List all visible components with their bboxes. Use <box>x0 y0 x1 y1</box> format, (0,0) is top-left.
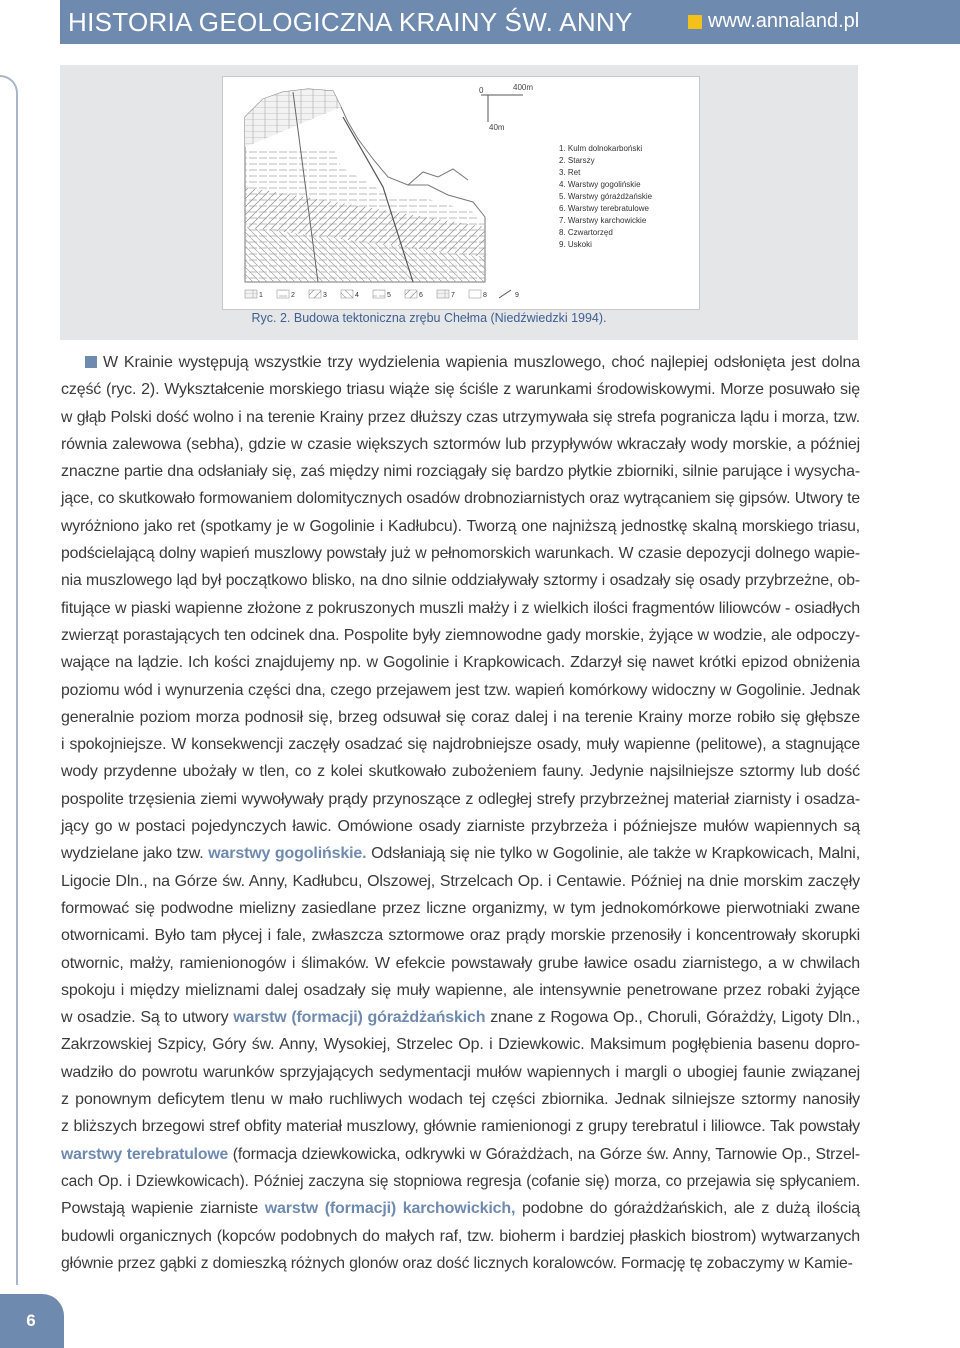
text-run: i spokojniejsze. W konsekwencji zaczęły osadzać się najdrobniejsze osady, muły wapienne (pelitowe), a stagnujące <box>61 736 860 754</box>
text-line <box>61 840 860 867</box>
text-line <box>61 404 860 431</box>
text-line <box>61 950 860 977</box>
page-number: 6 <box>26 1311 36 1330</box>
text-line <box>61 1031 860 1058</box>
scale-zero: 0 <box>479 86 484 95</box>
header-square-icon <box>688 15 702 29</box>
section-layers <box>245 89 485 282</box>
text-run: generalnie poziom morza podnosił się, brzeg odsuwał się coraz dalej i na terenie Krainy morze robiło się głębsze <box>61 708 860 726</box>
text-run: wyróżniono jako ret (spotkamy je w Gogolinie i Kadłubcu). Tworzą one najniższą jednostkę skalną morskiego triasu, <box>61 517 860 535</box>
text-run: poziomu wód i wynurzenia części dna, czego przejawem jest tzw. wapień komórkowy widoczny w Gogolinie. Jednak <box>61 681 860 699</box>
text-run: W Krainie występują wszystkie trzy wydzielenia wapienia muszlowego, choć najlepiej odsłonięta jest dolna <box>103 354 860 371</box>
text-run: równia zalewowa (sebha), gdzie w czasie większych sztormów lub przypływów wkraczały wody morskie, a później <box>61 435 860 453</box>
text-line <box>61 513 860 540</box>
text-run: pospolite trzęsienia ziemi wywoływały prądy przynoszące z odległej strefy przybrzeżnej materiał ziarnisty i osadza- <box>61 790 860 808</box>
margin-frame <box>0 75 18 1285</box>
text-run: wające na lądzie. Ich kości znajdujemy np. w Gogolinie i Krapkowicach. Zdarzył się nawet krótki epizod obniżenia <box>61 654 860 672</box>
text-line <box>61 786 860 813</box>
legend-item: 3. Ret <box>559 168 581 177</box>
key-number: 7 <box>451 292 455 299</box>
text-line <box>61 540 860 567</box>
text-run: w osadzie. Są to utwory <box>61 1009 234 1027</box>
header-url[interactable]: www.annaland.pl <box>708 10 860 32</box>
text-run: podścielającą dolny wapień muszlowy powstały już w pełnomorskich warunkach. W czasie depozycji dolnego wapie- <box>61 545 860 563</box>
key-number: 2 <box>291 292 295 299</box>
text-line <box>61 349 860 376</box>
highlighted-term: warstwy terebratulowe <box>61 1145 229 1163</box>
legend-item: 9. Uskoki <box>559 240 592 249</box>
key-number: 4 <box>355 292 359 299</box>
text-line <box>61 567 860 594</box>
text-run: formować się podwodne mielizny zasiedlane przez liczne organizmy, w tym jednokomórkowe pierwotniaki zwane <box>61 899 860 917</box>
text-line <box>61 731 860 758</box>
text-line <box>61 1195 860 1222</box>
text-run: budowli organicznych (kopców podobnych do małych raf, tzw. bioherm i bardziej płaskich biostrom) wytwarzanych <box>61 1227 860 1245</box>
key-number: 9 <box>515 292 519 299</box>
text-run: znane z Rogowa Op., Choruli, Górażdży, Ligoty Dln., <box>485 1009 860 1027</box>
text-run: z bliższych brzegowi stref obfity materiał muszlowy, głównie ramienionogi z grupy terebratul i liliowce. Tak powstały <box>61 1118 860 1136</box>
text-line <box>61 376 860 403</box>
text-line <box>61 1168 860 1195</box>
text-line <box>61 1223 860 1250</box>
text-run: podobne do górażdżańskich, ale z dużą ilością <box>515 1200 860 1218</box>
text-run: spokoju i między mieliznami dalej osadzały się muły wapienne, ale intensywnie penetrowane przez robaki żyjące <box>61 981 860 999</box>
text-line <box>61 1141 860 1168</box>
text-line <box>61 1059 860 1086</box>
legend-item: 1. Kulm dolnokarboński <box>559 144 643 153</box>
cross-section-diagram <box>223 77 699 309</box>
text-run: fitujące w piaski wapienne złożone z pokruszonych muszli małży i z wielkich ilości fragmentów liliowców - osiadłych <box>61 599 860 617</box>
scale-bar <box>479 83 533 132</box>
text-run: część (ryc. 2). Wykształcenie morskiego triasu wiąże się ściśle z warunkami środowiskowymi. Morze posuwało się <box>61 381 860 399</box>
text-run: wody przydenne ubożały w tlen, co z kolei skutkowało zubożeniem fauny. Jedynie najsilniejsze sztormy lub dość <box>61 763 860 781</box>
text-run: Odsłaniają się nie tylko w Gogolinie, ale także w Krapkowicach, Malni, <box>366 845 860 863</box>
article-body <box>61 349 860 1277</box>
legend-item: 7. Warstwy karchowickie <box>559 216 647 225</box>
text-run: znaczne partie dna odsłaniały się, zaś między nimi rozciągały się bardzo płytkie zbiorniki, silnie parujące i wysycha- <box>61 463 860 481</box>
text-line <box>61 1086 860 1113</box>
key-number: 3 <box>323 292 327 299</box>
text-run: Powstają wapienie ziarniste <box>61 1200 265 1218</box>
key-number: 5 <box>387 292 391 299</box>
text-line <box>61 922 860 949</box>
legend-item: 2. Starszy <box>559 156 595 165</box>
text-run: otwornicami. Było tam płycej i fale, zwłaszcza sztormowe oraz prądy morskie przenosiły i koncentrowały skorupki <box>61 927 860 945</box>
key-number: 6 <box>419 292 423 299</box>
text-line <box>61 458 860 485</box>
highlighted-term: warstwy gogolińskie. <box>208 845 367 863</box>
text-run: jące, co skutkowało formowaniem dolomitycznych osadów drobnoziarnistych oraz wytrącaniem się gipsów. Utwory te <box>61 490 860 508</box>
text-line <box>61 677 860 704</box>
highlighted-term: warstw (formacji) karchowickich, <box>264 1200 516 1218</box>
header-title: HISTORIA GEOLOGICZNA KRAINY ŚW. ANNY <box>68 7 633 37</box>
text-run: zwierząt porastających ten odcinek dna. Pospolite były ziemnowodne gady morskie, żyjące w wodzie, ale odpoczy- <box>61 626 860 644</box>
text-run: nia muszlowego ląd był początkowo blisko, na dno silnie oddziaływały sztormy i osadzały się osady przybrzeżne, ob- <box>61 572 860 590</box>
text-run: głównie przez gąbki z domieszką różnych glonów oraz dość licznych koralowców. Formację tę zobaczymy w Kamie- <box>61 1254 853 1272</box>
legend-item: 8. Czwartorzęd <box>559 228 613 237</box>
figure-caption: Ryc. 2. Budowa tektoniczna zrębu Chełma (Niedźwiedzki 1994). <box>251 311 607 325</box>
text-run: Ligocie Dln., na Górze św. Anny, Kadłubcu, Olszowej, Strzelcach Op. i Centawie. Później na dnie morskim zaczęły <box>61 872 860 890</box>
text-line <box>61 868 860 895</box>
paragraph-bullet-icon <box>85 356 97 368</box>
highlighted-term: warstw (formacji) górażdżańskich <box>233 1009 486 1027</box>
text-line <box>61 704 860 731</box>
text-line <box>61 622 860 649</box>
text-line <box>61 1004 860 1031</box>
text-line <box>61 595 860 622</box>
text-run: (formacja dziewkowicka, odkrywki w Górażdżach, na Górze św. Anny, Tarnowie Op., Strzel- <box>228 1145 861 1163</box>
text-run: jący go w postaci pojedynczych ławic. Omówione osady ziarniste przybrzeża i późniejsze mułów wapiennych są <box>61 818 860 836</box>
text-line <box>61 977 860 1004</box>
legend-item: 4. Warstwy gogolińskie <box>559 180 641 189</box>
text-run: Zakrzowskiej Szpicy, Góry św. Anny, Wysokiej, Strzelec Op. i Dziewkowic. Maksimum pogłębienia basenu dopro- <box>61 1036 860 1054</box>
text-line <box>61 758 860 785</box>
legend-item: 6. Warstwy terebratulowe <box>559 204 649 213</box>
text-run: otwornic, małży, ramienionogów i ślimaków. W efekcie powstawały grube ławice osadu ziarnistego, a w chwilach <box>61 954 860 972</box>
scale-vertical: 40m <box>489 123 505 132</box>
text-line <box>61 485 860 512</box>
key-number: 1 <box>259 292 263 299</box>
text-line <box>61 649 860 676</box>
text-run: wadziło do powrotu warunków sprzyjających sedymentacji mułów wapiennych i margli o ubogiej faunie związanej <box>61 1063 860 1081</box>
text-line <box>61 1250 860 1277</box>
scale-horizontal: 400m <box>513 83 534 92</box>
legend-item: 5. Warstwy górażdżańskie <box>559 192 653 201</box>
legend <box>559 144 653 249</box>
text-run: z ponownym deficytem tlenu w mało ruchliwych wodach tej części zbiornika. Jednak silniejsze sztormy nanosiły <box>61 1091 860 1109</box>
text-line <box>61 431 860 458</box>
key-number: 8 <box>483 292 487 299</box>
key-strip <box>245 290 519 299</box>
text-line <box>61 895 860 922</box>
text-line <box>61 813 860 840</box>
text-line <box>61 1113 860 1140</box>
text-run: cach Op. i Dziewkowicach). Później zaczyna się stopniowa regresja (cofanie się) morza, co przejawia się spłycaniem. <box>61 1172 860 1190</box>
text-run: w głąb Polski dość wolno i na terenie Krainy przez dłuższy czas utrzymywała się strefa pogranicza lądu i morza, tzw. <box>61 408 860 426</box>
header-band <box>60 0 960 44</box>
figure-image <box>222 76 700 310</box>
text-run: wydzielane jako tzw. <box>61 845 209 863</box>
